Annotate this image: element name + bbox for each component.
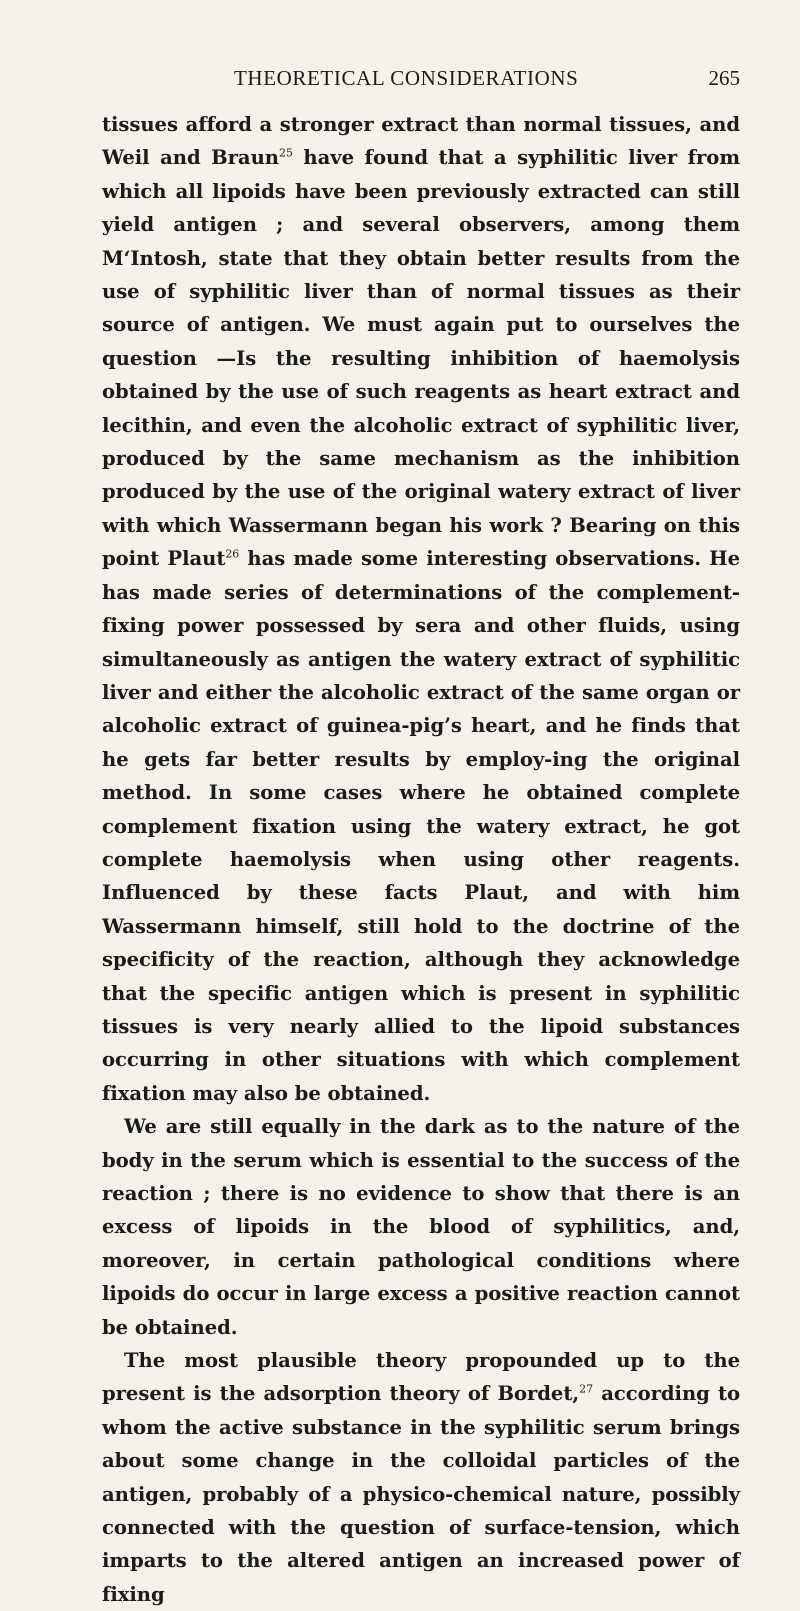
paragraph-1 — [102, 108, 740, 1110]
paragraph-2: We are still equally in the dark as to the nature of the body in the serum which is essential to the success of the reaction ; there is no evidence to show that there is an excess of lipoids in the blood of syphilitics, and, moreover, in certain pathological conditions where lipoids do occur in large excess a positive reaction cannot be obtained. — [102, 1115, 740, 1339]
running-title: THEORETICAL CONSIDERATIONS — [234, 66, 579, 90]
paragraph-1-text-c: has made some interesting observations. He has made series of determinations of the complement-fixing power possessed by sera and other fluids, using simultaneously as antigen the watery extract of syphilitic liver and either the alcoholic extract of the same organ or alcoholic extract of guinea-pig’s heart, and he finds that he gets far better results by employ-ing the original method. In some cases where he obtained complete complement fixation using the watery extract, he got complete haemolysis when using other reagents. Influenced by these facts Plaut, and with him Wassermann himself, still hold to the doctrine of the specificity of the reaction, although they acknowledge that the specific antigen which is present in syphilitic tissues is very nearly allied to the lipoid substances occurring in other situations with which complement fixation may also be obtained. — [102, 547, 741, 1105]
paragraph-3 — [102, 1344, 740, 1611]
footnote-ref-26: 26 — [225, 547, 240, 561]
paragraph-3-text-a: The most plausible theory propounded up to the present is the adsorption theory of Bordet, — [102, 1349, 740, 1406]
paragraph-1-text-b: have found that a syphilitic liver from which all lipoids have been previously extracted can still yield antigen ; and several observers, among them M‘Intosh, state that they obtain better results from the use of syphilitic liver than of normal tissues as their source of antigen. We must again put to ourselves the question —Is the resulting inhibition of haemolysis obtained by the use of such reagents as heart extract and lecithin, and even the alcoholic extract of syphilitic liver, produced by the same mechanism as the inhibition produced by the use of the original watery extract of liver with which Wassermann began his work ? Bearing on this point Plaut — [102, 146, 740, 571]
paragraph-3-text-b: according to whom the active substance in the syphilitic serum brings about some change in the colloidal particles of the antigen, probably of a physico-chemical nature, possibly connected with the question of surface-tension, which imparts to the altered antigen an increased power of fixing — [102, 1382, 741, 1606]
body-text — [102, 108, 740, 1611]
page-number: 265 — [708, 66, 740, 90]
footnote-ref-27: 27 — [579, 1382, 594, 1396]
running-head — [102, 64, 740, 100]
paragraph-1-text-a: tissues afford a stronger extract than normal tissues, and Weil and Braun — [102, 113, 740, 170]
footnote-ref-25: 25 — [278, 146, 293, 160]
